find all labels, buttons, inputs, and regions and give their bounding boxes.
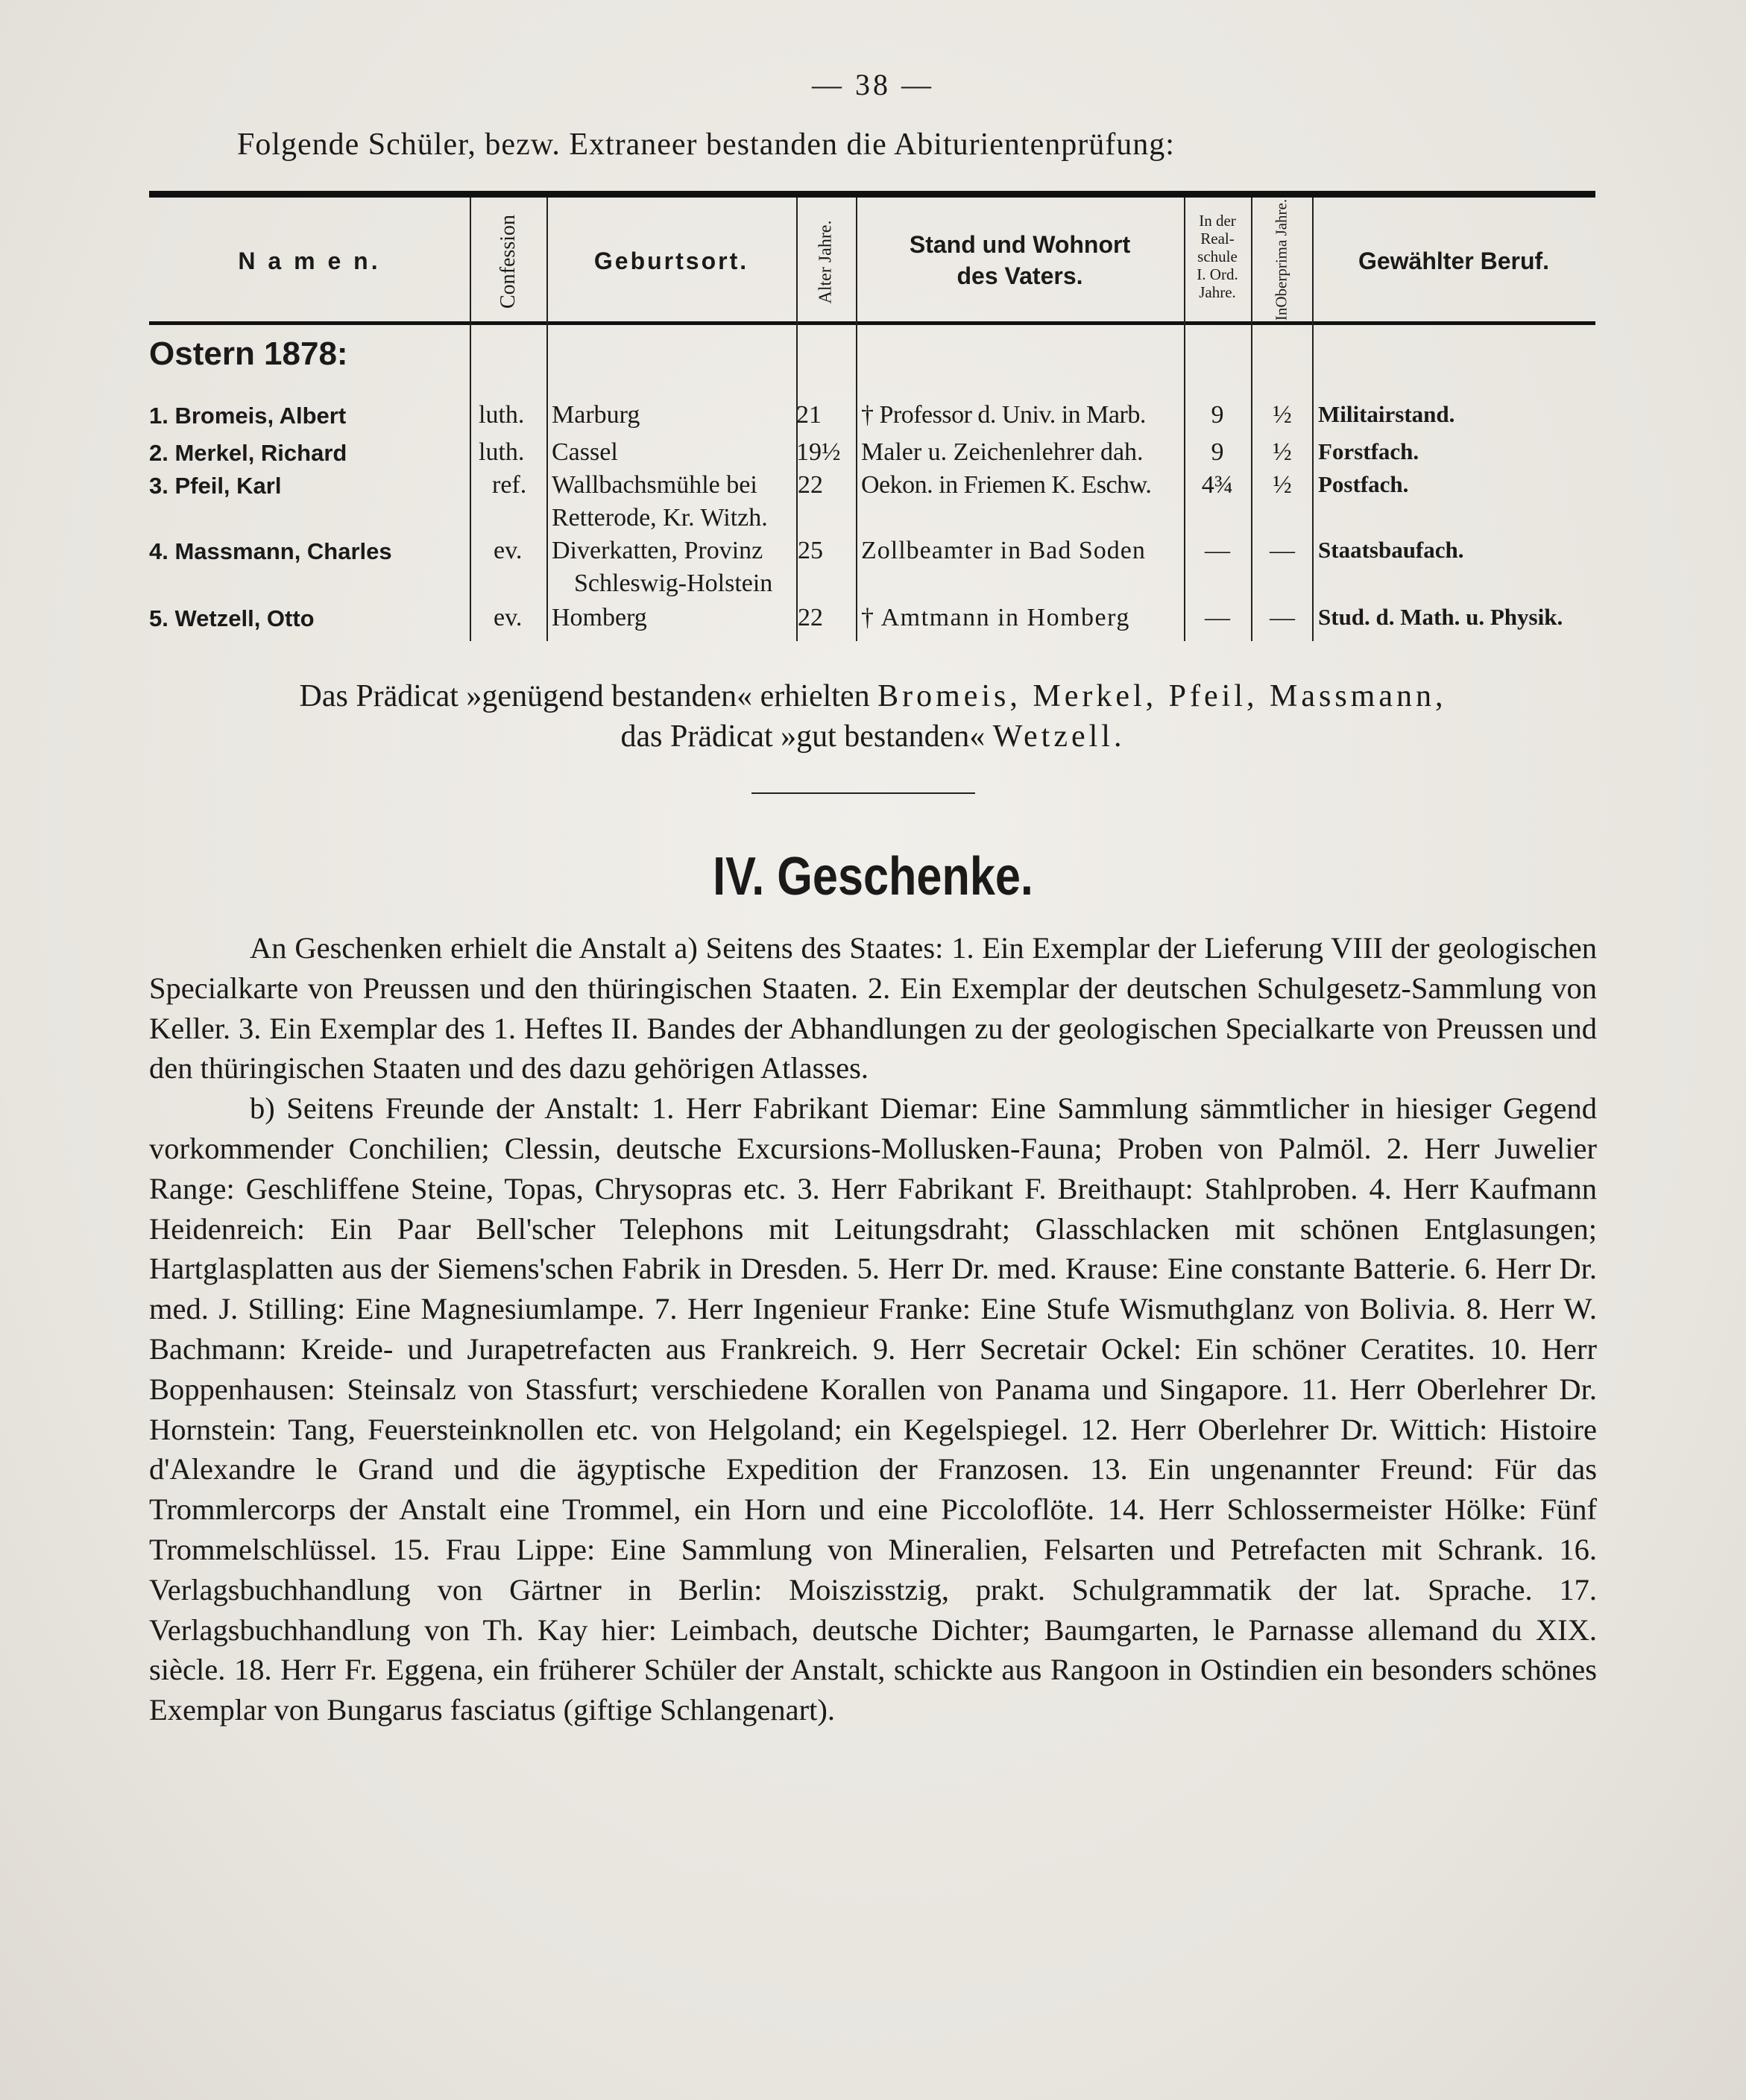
row-oberprima: ½ [1273,438,1292,466]
header-beruf: Gewählter Beruf. [1358,247,1550,274]
row-beruf: Forstfach. [1318,438,1419,464]
row-realschule: 9 [1211,438,1224,466]
header-realschule-1: In der [1199,212,1236,230]
header-realschule-3: schule [1197,247,1238,265]
header-alter: Alter Jahre. [816,220,836,304]
intro-text: Folgende Schüler, bezw. Extraneer bestanden die Abiturientenprüfung: [237,127,1175,162]
section-heading: IV. Geschenke. [713,847,1033,906]
row-geburtsort: Wallbachsmühle bei [552,471,757,499]
body-text [149,928,1597,1730]
row-alter: 22 [798,604,823,631]
paragraph-a: An Geschenken erhielt die Anstalt a) Seitens des Staates: 1. Ein Exemplar der Lieferung VIII der geologischen Specialkarte von Preussen und den thüringischen Staaten. 2. Ein Exemplar der deutschen Schulgesetz-Sammlung von Keller. 3. Ein Exemplar des 1. Heftes II. Bandes der Abhandlungen zu der geologischen Specialkarte von Preussen und den thüringischen Staaten und des dazu gehörigen Atlasses. [149,931,1597,1085]
header-realschule-4: I. Ord. [1197,265,1238,283]
header-namen: N a m e n. [238,247,381,274]
table-header-rule [149,321,1595,325]
row-geburtsort: Homberg [552,604,647,631]
column-divider [470,198,471,641]
predicate-names: Bromeis, Merkel, Pfeil, Massmann, [877,679,1447,713]
header-confession: Confession [497,215,520,309]
row-realschule: 9 [1211,401,1224,429]
table-top-rule [149,191,1595,198]
row-alter: 21 [796,401,822,429]
row-oberprima: — [1270,537,1295,564]
header-stand-line2: des Vaters. [956,262,1083,289]
row-beruf: Militairstand. [1318,401,1455,427]
row-alter: 22 [798,471,823,499]
row-name: 4. Massmann, Charles [149,538,392,564]
row-geburtsort: Cassel [552,438,618,466]
row-name: 1. Bromeis, Albert [149,403,347,429]
predicate-line-1 [0,678,1746,714]
predicate-names: Wetzell. [992,719,1126,754]
row-realschule: — [1205,537,1230,564]
row-alter: 19½ [796,438,841,466]
row-beruf: Stud. d. Math. u. Physik. [1318,604,1563,630]
section-label: Ostern 1878: [149,335,348,372]
row-confession: luth. [479,401,525,429]
page-number: — 38 — [812,68,934,101]
row-geburtsort: Diverkatten, Provinz [552,537,763,564]
predicate-text: das Prädicat »gut bestanden« [620,719,986,754]
row-oberprima: — [1270,604,1295,631]
row-geburtsort-cont: Schleswig-Holstein [574,570,773,597]
paragraph-b: b) Seitens Freunde der Anstalt: 1. Herr Fabrikant Diemar: Eine Sammlung sämmtlicher in hiesiger Gegend vorkommender Conchilien; Clessin, deutsche Excursions-Mollusken-Fauna; Proben von Palmöl. 2. Herr Juwelier Range: Geschliffene Steine, Topas, Chrysopras etc. 3. Herr Fabrikant F. Breithaupt: Stahlproben. 4. Herr Kaufmann Heidenreich: Ein Paar Bell'scher Telephons mit Leitungsdraht; Glasschlacken mit schönen Entglasungen; Hartglasplatten aus der Siemens'schen Fabrik in Dresden. 5. Herr Dr. med. Krause: Eine constante Batterie. 6. Herr Dr. med. J. Stilling: Eine Magnesiumlampe. 7. Herr Ingenieur Franke: Eine Stufe Wismuthglanz von Bolivia. 8. Herr W. Bachmann: Kreide- und Jurapetrefacten aus Frankreich. 9. Herr Secretair Ockel: Ein schöner Ceratites. 10. Herr Boppenhausen: Steinsalz von Stassfurt; verschiedene Korallen von Panama und Singapore. 11. Herr Oberlehrer Dr. Hornstein: Tang, Feuersteinknollen etc. von Helgoland; ein Kegelspiegel. 12. Herr Oberlehrer Dr. Wittich: Histoire d'Alexandre le Grand und die ägyptische Expedition der Franzosen. 13. Ein ungenannter Freund: Für das Trommlercorps der Anstalt eine Trommel, ein Horn und eine Piccoloflöte. 14. Herr Schlossermeister Hölke: Fünf Trommelschlüssel. 15. Frau Lippe: Eine Sammlung von Mineralien, Felsarten und Petrefacten mit Schrank. 16. Verlagsbuchhandlung von Gärtner in Berlin: Moiszisstzig, prakt. Schulgrammatik der lat. Sprache. 17. Verlagsbuchhandlung von Th. Kay hier: Leimbach, deutsche Dichter; Baumgarten, le Parnasse allemand du XIX. siècle. 18. Herr Fr. Eggena, ein früherer Schüler der Anstalt, schickte aus Rangoon in Ostindien ein besonders schönes Exemplar von Bungarus fasciatus (giftige Schlangenart). [149,1091,1597,1727]
row-stand: † Professor d. Univ. in Marb. [861,401,1146,429]
row-name: 3. Pfeil, Karl [149,473,282,499]
row-realschule: — [1205,604,1230,631]
row-geburtsort: Marburg [552,401,640,429]
header-oberprima: InOberprima Jahre. [1272,198,1290,321]
row-confession: luth. [479,438,525,466]
row-confession: ev. [494,537,523,564]
row-confession: ref. [492,471,527,499]
row-stand: Zollbeamter in Bad Soden [861,537,1146,564]
row-stand: † Amtmann in Homberg [861,604,1130,631]
row-stand: Oekon. in Friemen K. Eschw. [861,471,1152,499]
row-geburtsort-cont: Retterode, Kr. Witzh. [552,504,768,532]
header-realschule-5: Jahre. [1199,283,1236,301]
row-oberprima: ½ [1273,401,1292,429]
row-beruf: Postfach. [1318,471,1409,497]
row-alter: 25 [798,537,823,564]
row-name: 2. Merkel, Richard [149,440,347,466]
header-realschule-2: Real- [1200,230,1235,247]
header-geburtsort: Geburtsort. [593,247,749,274]
row-beruf: Staatsbaufach. [1318,537,1464,563]
row-stand: Maler u. Zeichenlehrer dah. [861,438,1144,466]
row-oberprima: ½ [1273,471,1292,499]
row-confession: ev. [494,604,523,631]
predicate-text: Das Prädicat »genügend bestanden« erhielten [299,679,870,713]
section-divider [751,792,975,794]
header-stand-line1: Stand und Wohnort [909,231,1131,258]
row-realschule: 4¾ [1201,471,1234,499]
predicate-line-2 [0,719,1746,754]
row-name: 5. Wetzell, Otto [149,605,315,631]
